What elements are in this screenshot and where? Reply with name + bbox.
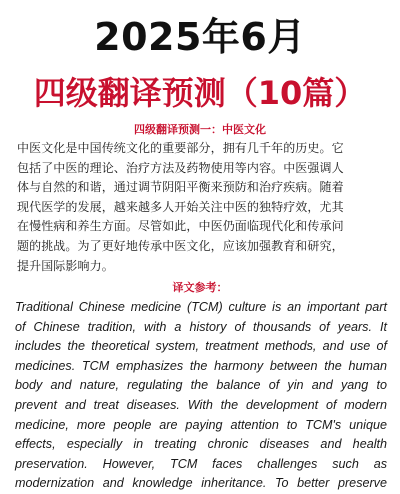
- translation-line: body and nature, regulating the balance of yin and yang to: [15, 378, 387, 393]
- translation-line: prevent and treat diseases. With the development of modern: [15, 397, 387, 412]
- chinese-line: 包括了中医的理论、治疗方法及药物使用等内容。中医强调人: [17, 160, 344, 175]
- chinese-line: 题的挑战。为了更好地传承中医文化，应该加强教育和研究，: [17, 238, 344, 253]
- translation-line: preservation. However, TCM faces challenges such as: [15, 456, 387, 471]
- translation-line: Traditional Chinese medicine (TCM) culture is an important part: [15, 300, 387, 314]
- translation-line: includes the theoretical system, treatment methods, and use of: [15, 339, 387, 354]
- translation-line: medicine, more people are paying attention to TCM's unique: [15, 417, 387, 432]
- english-translation: [15, 298, 387, 494]
- chinese-line: 提升国际影响力。: [17, 258, 114, 273]
- section-heading-translation: 译文参考：: [172, 281, 228, 294]
- main-title: 四级翻译预测（10篇）: [33, 74, 367, 112]
- translation-line: effects, especially in treating chronic diseases and health: [15, 437, 387, 452]
- translation-line: of Chinese tradition, with a history of thousands of years. It: [15, 319, 387, 334]
- chinese-line: 现代医学的发展，越来越多人开始关注中医的独特疗效，尤其: [17, 199, 344, 214]
- date-title: 2025年6月: [94, 15, 306, 59]
- chinese-line: 在慢性病和养生方面。尽管如此，中医仍面临现代化和传承问: [17, 219, 344, 234]
- section-heading-chinese: 四级翻译预测一：中医文化: [134, 123, 266, 136]
- translation-line: medicines. TCM emphasizes the harmony between the human: [15, 358, 387, 373]
- chinese-passage: [17, 139, 385, 276]
- chinese-line: 体与自然的和谐，通过调节阴阳平衡来预防和治疗疾病。随着: [17, 180, 344, 195]
- chinese-line: 中医文化是中国传统文化的重要部分，拥有几千年的历史。它: [17, 141, 344, 155]
- translation-line: modernization and knowledge inheritance. To better preserve: [15, 476, 387, 491]
